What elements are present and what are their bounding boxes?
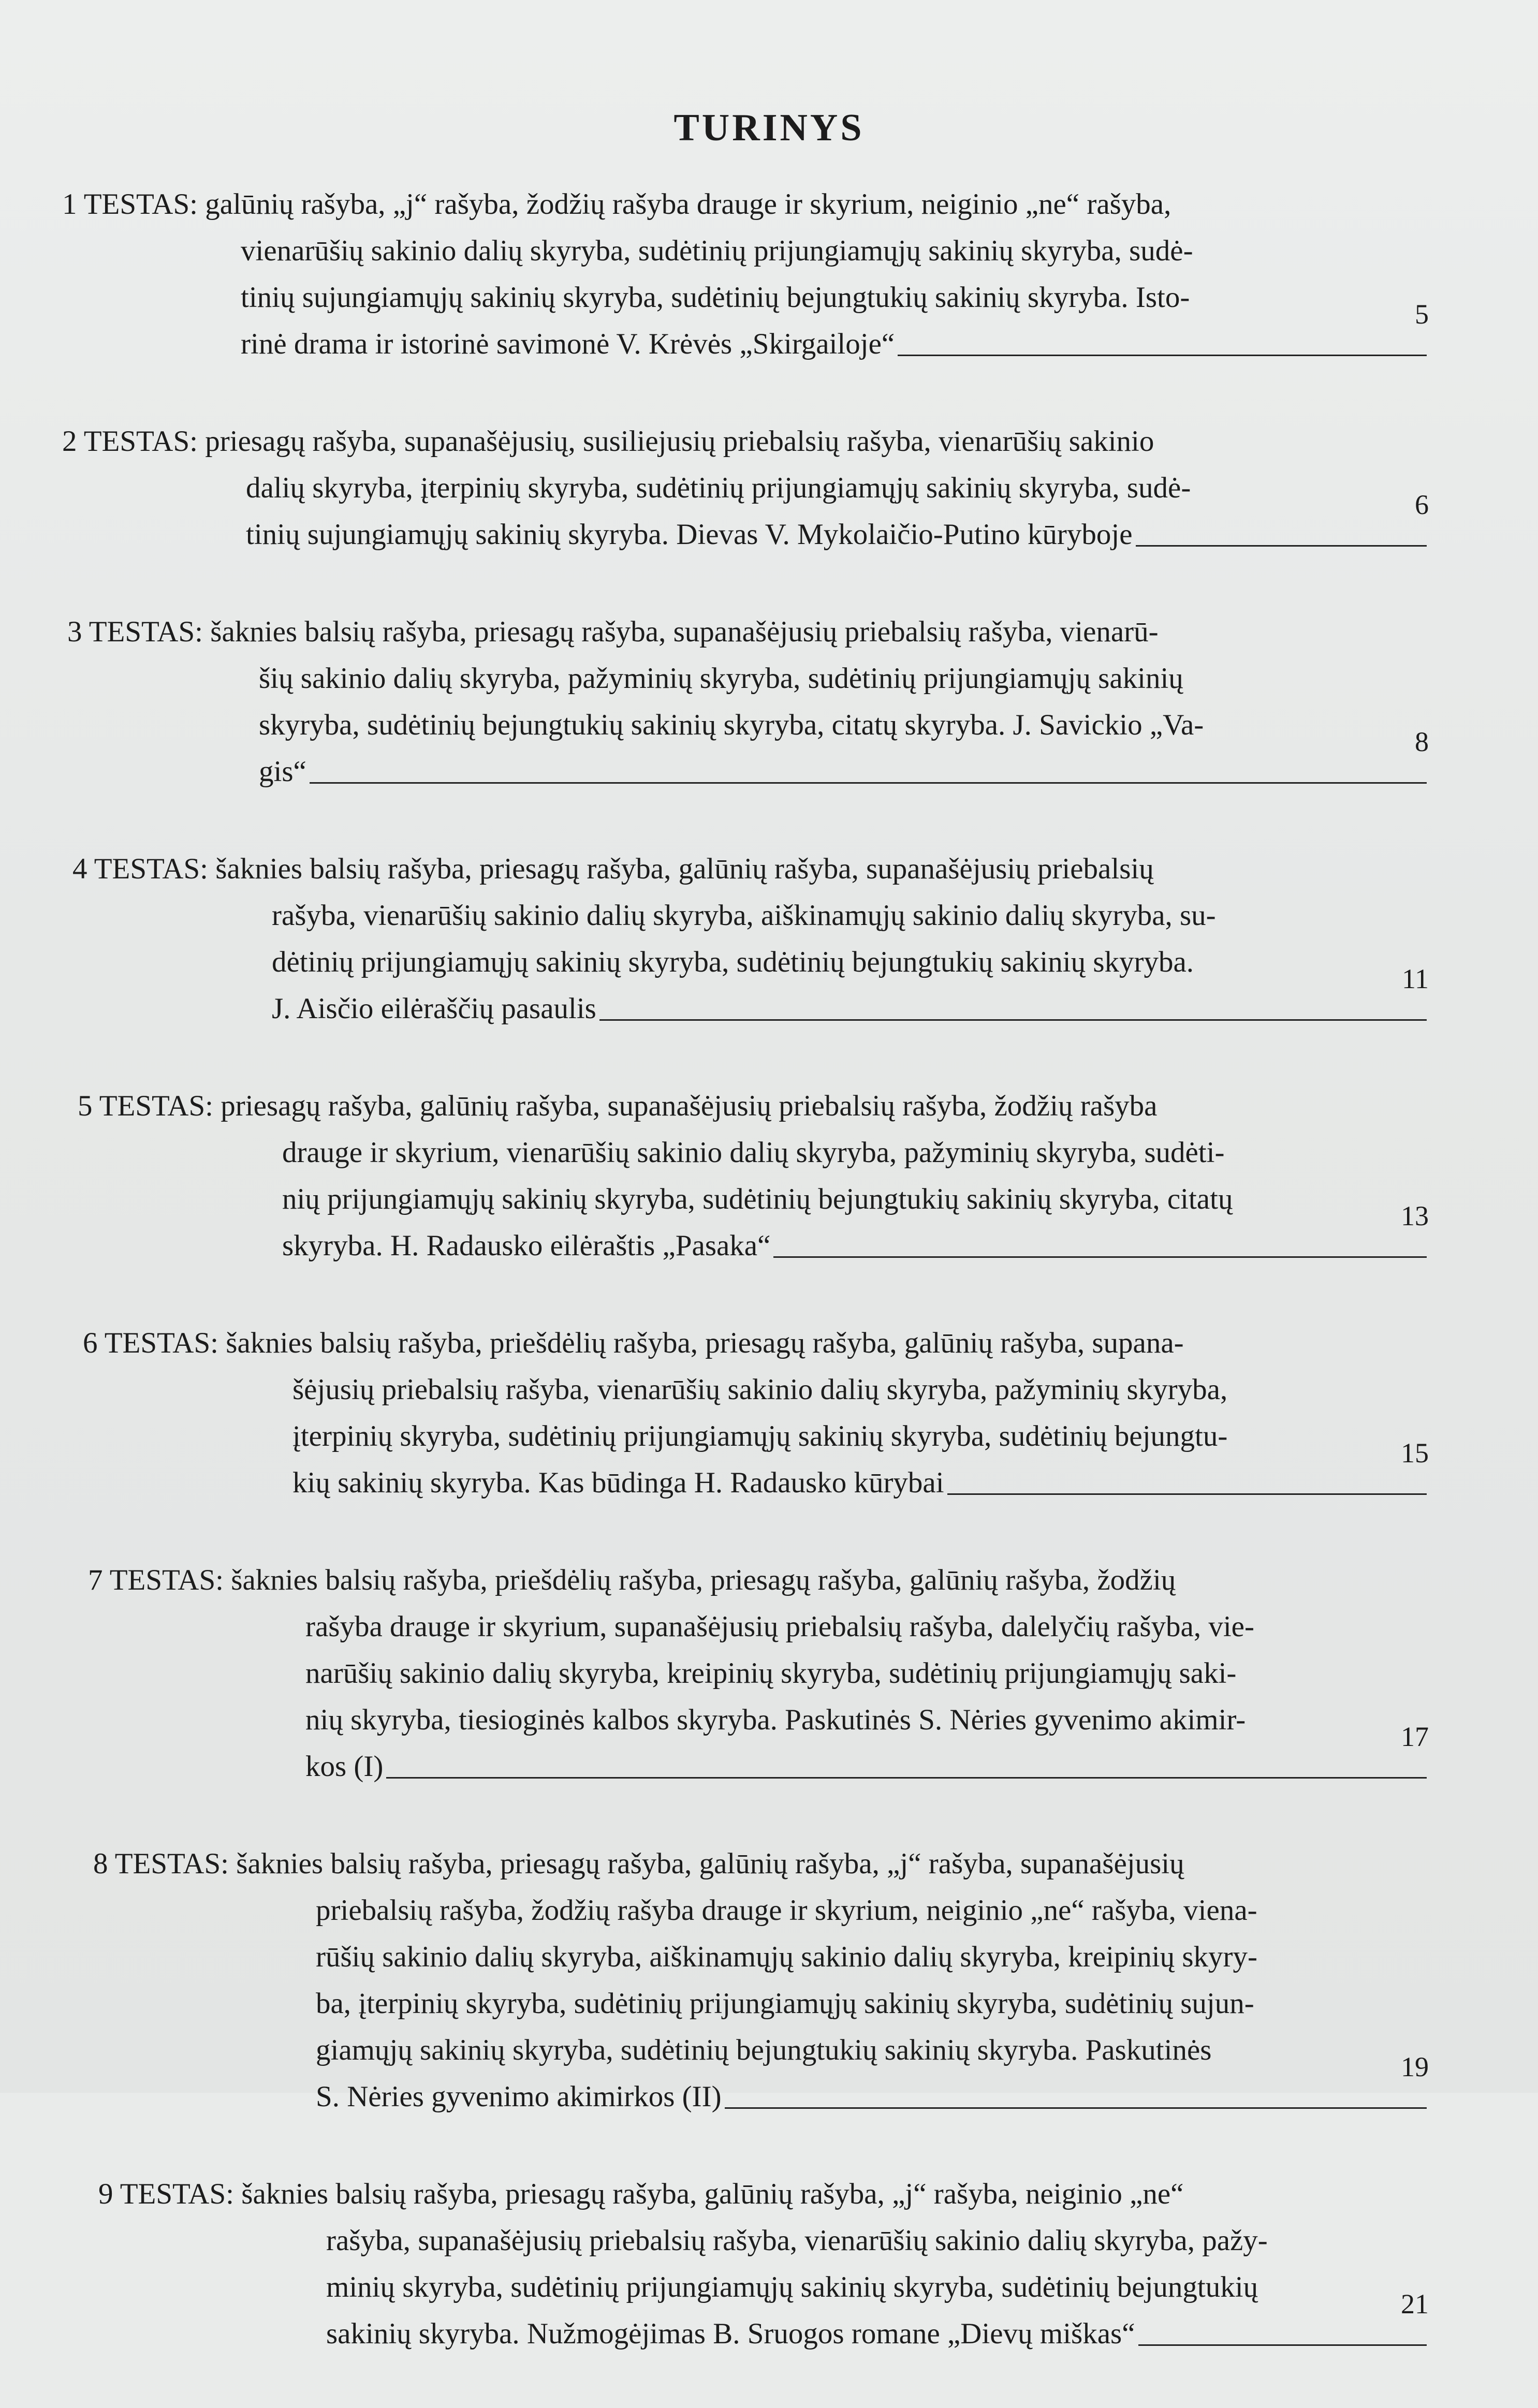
toc-entry-line: giamųjų sakinių skyryba, sudėtinių bejungtukių sakinių skyryba. Paskutinės <box>316 2034 1212 2066</box>
page-number: 8 <box>1415 726 1429 757</box>
toc-entry-first-line <box>62 181 1429 228</box>
toc-entry-last-line <box>62 299 1429 368</box>
toc-entry-line: vienarūšių sakinio dalių skyryba, sudėtinių prijungiamųjų sakinių skyryba, sudė- <box>241 234 1193 267</box>
toc-entry-text: skyryba. H. Radausko eilėraštis „Pasaka“ <box>282 1229 771 1262</box>
dot-leader-line <box>773 1256 1427 1258</box>
toc-entry-first-line <box>98 2171 1429 2218</box>
dot-leader-line <box>725 2107 1427 2109</box>
toc-entry-label: 9 TESTAS: <box>98 2178 235 2210</box>
toc-entry-text: galūnių rašyba, „j“ rašyba, žodžių rašyba drauge ir skyrium, neiginio „ne“ rašyba, <box>205 188 1171 221</box>
toc-entry-line: dalių skyryba, įterpinių skyryba, sudėtinių prijungiamųjų sakinių skyryba, sudė- <box>246 472 1191 504</box>
toc-entry-text: kių sakinių skyryba. Kas būdinga H. Radausko kūrybai <box>292 1466 944 1499</box>
toc-entry-text: šaknies balsių rašyba, priešdėlių rašyba, priesagų rašyba, galūnių rašyba, žodžių <box>231 1564 1176 1596</box>
toc-entry-label: 3 TESTAS: <box>67 615 203 648</box>
toc-entry <box>62 418 1429 558</box>
dot-leader-line <box>898 355 1427 356</box>
page-number: 15 <box>1401 1437 1429 1469</box>
toc-entry-text: sakinių skyryba. Nužmogėjimas B. Sruogos romane „Dievų miškas“ <box>326 2317 1135 2350</box>
toc-entry-line: rašyba, vienarūšių sakinio dalių skyryba, aiškinamųjų sakinio dalių skyryba, su- <box>272 899 1216 932</box>
toc-entry <box>62 181 1429 368</box>
toc-entry-label: 5 TESTAS: <box>78 1090 214 1122</box>
toc-entry <box>93 1841 1429 2120</box>
dot-leader-line <box>947 1493 1427 1495</box>
toc-entry-first-line <box>72 846 1429 892</box>
toc-entry-last-line <box>67 726 1429 795</box>
toc-entry-line: minių skyryba, sudėtinių prijungiamųjų sakinių skyryba, sudėtinių bejungtukių <box>326 2271 1258 2303</box>
toc-entry-first-line <box>62 418 1429 465</box>
toc-entry-first-line <box>93 1841 1429 1887</box>
toc-entry-line: ba, įterpinių skyryba, sudėtinių prijungiamųjų sakinių skyryba, sudėtinių sujun- <box>316 1987 1254 2020</box>
toc-entry-text: gis“ <box>259 755 306 788</box>
toc-entry-line: įterpinių skyryba, sudėtinių prijungiamųjų sakinių skyryba, sudėtinių bejungtu- <box>292 1420 1228 1452</box>
toc-entry-label: 4 TESTAS: <box>72 853 209 885</box>
toc-entry <box>72 846 1429 1032</box>
toc-entry-line: priebalsių rašyba, žodžių rašyba drauge ir skyrium, neiginio „ne“ rašyba, viena- <box>316 1894 1257 1927</box>
page-number: 19 <box>1401 2051 1429 2082</box>
page-title: TURINYS <box>673 107 865 149</box>
toc-entry-line: šėjusių priebalsių rašyba, vienarūšių sakinio dalių skyryba, pažyminių skyryba, <box>292 1373 1228 1406</box>
toc-entry-text: tinių sujungiamųjų sakinių skyryba. Dievas V. Mykolaičio-Putino kūryboje <box>246 518 1133 551</box>
toc-entry-text: šaknies balsių rašyba, priesagų rašyba, galūnių rašyba, „j“ rašyba, neiginio „ne“ <box>241 2178 1184 2210</box>
toc-entry-text: šaknies balsių rašyba, priešdėlių rašyba, priesagų rašyba, galūnių rašyba, supana- <box>226 1327 1184 1359</box>
toc-entry-text: rinė drama ir istorinė savimonė V. Krėvės „Skirgailoje“ <box>241 328 895 360</box>
toc-entry-line: nių prijungiamųjų sakinių skyryba, sudėtinių bejungtukių sakinių skyryba, citatų <box>282 1183 1233 1215</box>
toc-entry-line: drauge ir skyrium, vienarūšių sakinio dalių skyryba, pažyminių skyryba, sudėti- <box>282 1136 1225 1169</box>
page-number: 11 <box>1402 963 1429 994</box>
toc-entry-line: dėtinių prijungiamųjų sakinių skyryba, sudėtinių bejungtukių sakinių skyryba. <box>272 946 1194 978</box>
toc-entry-first-line <box>83 1320 1429 1367</box>
toc-entry-line: nių skyryba, tiesioginės kalbos skyryba. Paskutinės S. Nėries gyvenimo akimir- <box>305 1704 1246 1736</box>
dot-leader-line <box>599 1019 1427 1021</box>
toc-entry <box>88 1557 1429 1790</box>
toc-entry <box>67 609 1429 795</box>
dot-leader-line <box>386 1777 1427 1779</box>
toc-entry-text: kos (I) <box>305 1750 384 1783</box>
toc-entry-label: 6 TESTAS: <box>83 1327 219 1359</box>
toc-entry-first-line <box>78 1083 1429 1129</box>
toc-entry-text: J. Aisčio eilėraščių pasaulis <box>272 992 596 1025</box>
toc-entry-label: 2 TESTAS: <box>62 425 198 458</box>
toc-entry-text: šaknies balsių rašyba, priesagų rašyba, supanašėjusių priebalsių rašyba, vienarū- <box>210 615 1159 648</box>
toc-entry-last-line <box>72 963 1429 1032</box>
toc-entry-text: S. Nėries gyvenimo akimirkos (II) <box>316 2080 722 2113</box>
toc-entry-text: šaknies balsių rašyba, priesagų rašyba, galūnių rašyba, „j“ rašyba, supanašėjusių <box>236 1847 1184 1880</box>
toc-entry-last-line <box>98 2288 1429 2357</box>
page-number: 5 <box>1415 299 1429 330</box>
toc-entry-line: skyryba, sudėtinių bejungtukių sakinių skyryba, citatų skyryba. J. Savickio „Va- <box>259 709 1204 741</box>
table-of-contents <box>62 181 1429 2408</box>
toc-entry-last-line <box>78 1200 1429 1269</box>
toc-entry-text: priesagų rašyba, supanašėjusių, susiliejusių priebalsių rašyba, vienarūšių sakinio <box>205 425 1154 458</box>
page-number: 6 <box>1415 489 1429 520</box>
toc-entry-line: rūšių sakinio dalių skyryba, aiškinamųjų sakinio dalių skyryba, kreipinių skyry- <box>316 1941 1257 1973</box>
toc-entry-first-line <box>88 1557 1429 1604</box>
toc-entry-line: rašyba drauge ir skyrium, supanašėjusių priebalsių rašyba, dalelyčių rašyba, vie- <box>305 1610 1254 1643</box>
toc-entry-text: priesagų rašyba, galūnių rašyba, supanašėjusių priebalsių rašyba, žodžių rašyba <box>221 1090 1158 1122</box>
toc-entry-last-line <box>62 489 1429 558</box>
toc-entry-first-line <box>67 609 1429 655</box>
toc-entry-line: rašyba, supanašėjusių priebalsių rašyba, vienarūšių sakinio dalių skyryba, pažy- <box>326 2224 1268 2257</box>
toc-entry <box>83 1320 1429 1506</box>
toc-entry-label: 1 TESTAS: <box>62 188 198 221</box>
toc-entry-line: narūšių sakinio dalių skyryba, kreipinių skyryba, sudėtinių prijungiamųjų saki- <box>305 1657 1237 1690</box>
toc-entry <box>98 2171 1429 2357</box>
page-number: 13 <box>1401 1200 1429 1231</box>
toc-entry-last-line <box>88 1721 1429 1790</box>
toc-entry-last-line <box>93 2051 1429 2120</box>
toc-entry <box>78 1083 1429 1269</box>
toc-entry-label: 7 TESTAS: <box>88 1564 224 1596</box>
toc-entry-label: 8 TESTAS: <box>93 1847 229 1880</box>
toc-entry-text: šaknies balsių rašyba, priesagų rašyba, galūnių rašyba, supanašėjusių priebalsių <box>215 853 1154 885</box>
page-number: 17 <box>1401 1721 1429 1752</box>
page-number: 21 <box>1401 2288 1429 2319</box>
toc-entry-line: šių sakinio dalių skyryba, pažyminių skyryba, sudėtinių prijungiamųjų sakinių <box>259 662 1183 695</box>
toc-entry-last-line <box>83 1437 1429 1506</box>
dot-leader-line <box>1138 2344 1427 2346</box>
dot-leader-line <box>1136 545 1427 547</box>
dot-leader-line <box>310 782 1427 784</box>
toc-entry-line: tinių sujungiamųjų sakinių skyryba, sudėtinių bejungtukių sakinių skyryba. Isto- <box>241 281 1190 314</box>
